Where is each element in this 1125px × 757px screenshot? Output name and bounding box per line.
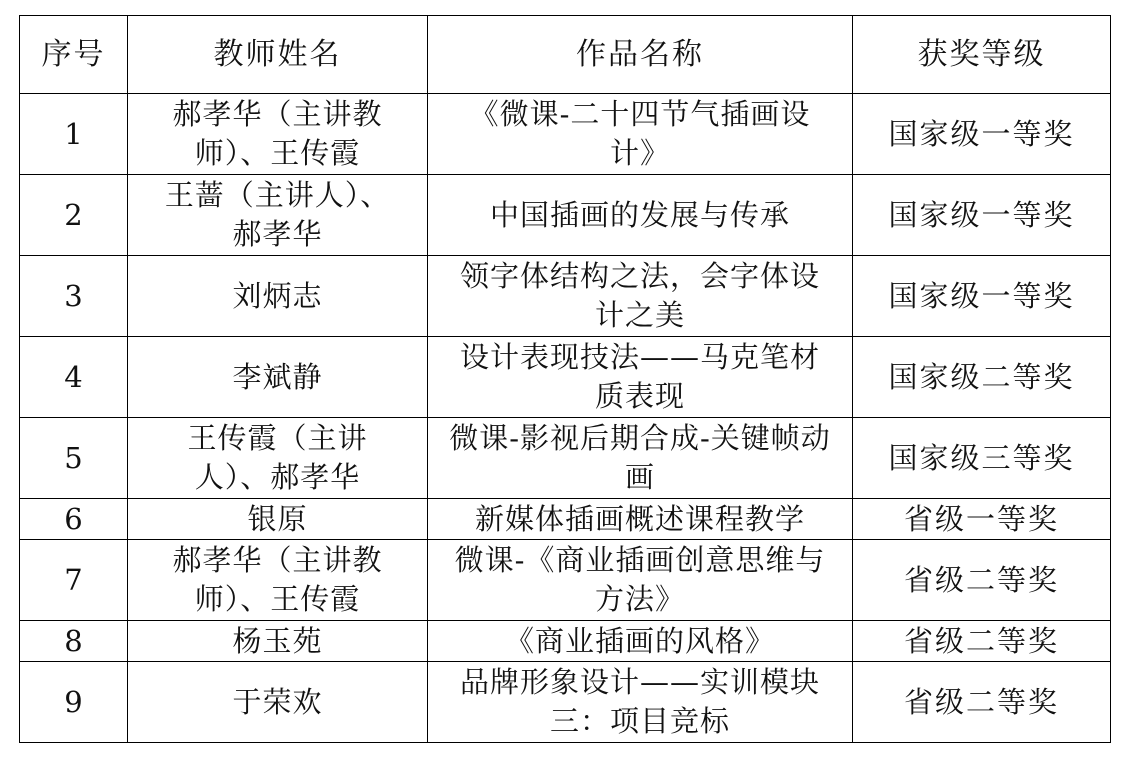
cell-work: [428, 540, 853, 621]
table-row: [20, 662, 1111, 743]
cell-award: 省级二等奖: [853, 621, 1111, 662]
work-text: 品牌形象设计——实训模块三：项目竞标: [459, 665, 820, 738]
work-text: 微课-《商业插画创意思维与方法》: [454, 543, 826, 616]
table-row: [20, 540, 1111, 621]
work-text: 设计表现技法——马克笔材质表现: [459, 340, 820, 413]
teacher-text: 郝孝华（主讲教师）、王传霞: [172, 97, 383, 170]
cell-teacher: [128, 337, 428, 418]
cell-teacher: [128, 418, 428, 499]
header-work: 作品名称: [428, 16, 853, 94]
cell-work: [428, 337, 853, 418]
cell-teacher: [128, 499, 428, 540]
teacher-text: 银原: [247, 501, 308, 536]
cell-award: 国家级一等奖: [853, 94, 1111, 175]
cell-no: 7: [20, 540, 128, 621]
table-header-row: [20, 16, 1111, 94]
cell-no: 9: [20, 662, 128, 743]
cell-work: [428, 94, 853, 175]
cell-teacher: [128, 256, 428, 337]
cell-work: [428, 418, 853, 499]
teacher-text: 刘炳志: [232, 278, 323, 313]
awards-table: [19, 15, 1111, 743]
cell-teacher: [128, 621, 428, 662]
cell-work: [428, 175, 853, 256]
table-row: [20, 621, 1111, 662]
table-row: [20, 256, 1111, 337]
header-no: 序号: [20, 16, 128, 94]
cell-no: 3: [20, 256, 128, 337]
cell-award: 国家级三等奖: [853, 418, 1111, 499]
cell-award: 国家级一等奖: [853, 256, 1111, 337]
header-teacher: 教师姓名: [128, 16, 428, 94]
cell-award: 国家级一等奖: [853, 175, 1111, 256]
cell-no: 8: [20, 621, 128, 662]
cell-no: 1: [20, 94, 128, 175]
cell-no: 6: [20, 499, 128, 540]
teacher-text: 郝孝华（主讲教师）、王传霞: [172, 543, 383, 616]
header-award: 获奖等级: [853, 16, 1111, 94]
cell-work: [428, 256, 853, 337]
table-row: [20, 337, 1111, 418]
work-text: 新媒体插画概述课程教学: [474, 501, 805, 536]
teacher-text: 李斌静: [232, 359, 323, 394]
cell-work: [428, 621, 853, 662]
work-text: 领字体结构之法，会字体设计之美: [459, 259, 820, 332]
cell-teacher: [128, 94, 428, 175]
table-row: [20, 94, 1111, 175]
work-text: 微课-影视后期合成-关键帧动画: [449, 421, 831, 494]
teacher-text: 王蔷（主讲人）、郝孝华: [164, 178, 391, 251]
cell-award: 省级二等奖: [853, 540, 1111, 621]
teacher-text: 王传霞（主讲人）、郝孝华: [187, 421, 368, 494]
teacher-text: 杨玉苑: [232, 623, 323, 658]
table-row: [20, 418, 1111, 499]
cell-no: 5: [20, 418, 128, 499]
cell-award: 国家级二等奖: [853, 337, 1111, 418]
teacher-text: 于荣欢: [232, 684, 323, 719]
cell-work: [428, 662, 853, 743]
table-row: [20, 175, 1111, 256]
cell-teacher: [128, 175, 428, 256]
cell-award: 省级二等奖: [853, 662, 1111, 743]
work-text: 《微课-二十四节气插画设计》: [469, 97, 811, 170]
cell-award: 省级一等奖: [853, 499, 1111, 540]
cell-no: 4: [20, 337, 128, 418]
cell-teacher: [128, 540, 428, 621]
cell-no: 2: [20, 175, 128, 256]
table-row: [20, 499, 1111, 540]
cell-work: [428, 499, 853, 540]
work-text: 《商业插画的风格》: [504, 623, 775, 658]
cell-teacher: [128, 662, 428, 743]
work-text: 中国插画的发展与传承: [489, 197, 790, 232]
